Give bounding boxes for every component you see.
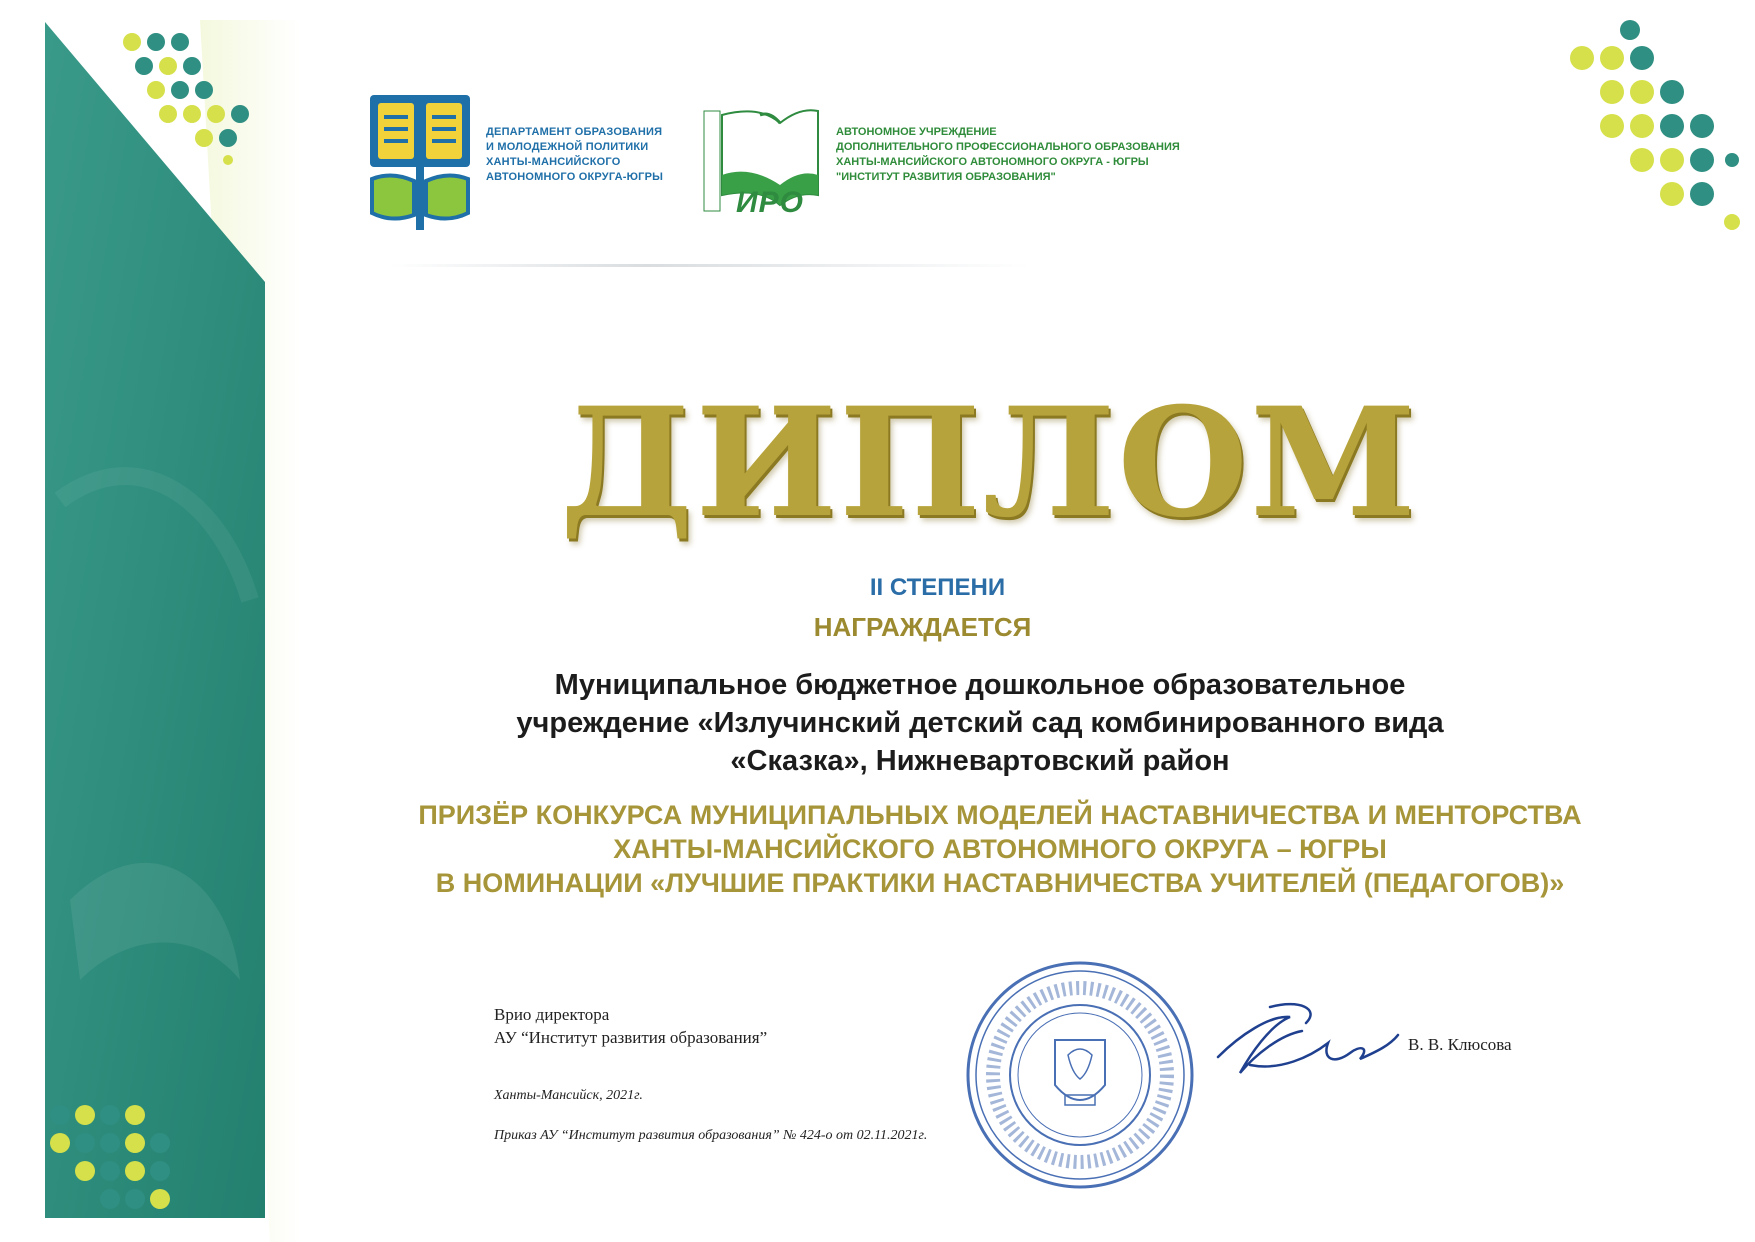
institute-logo-label: ИРО xyxy=(736,186,804,219)
diploma-degree: II СТЕПЕНИ xyxy=(869,574,1006,601)
signer-name: В. В. Клюсова xyxy=(1408,1035,1512,1054)
dot-pattern-top-right xyxy=(1560,20,1740,230)
position-line: Врио директора xyxy=(494,1005,610,1024)
order-reference: Приказ АУ “Институт развития образования” № 424-о от 02.11.2021г. xyxy=(494,1128,928,1143)
prize-description xyxy=(300,798,1700,900)
recipient-line: Муниципальное бюджетное дошкольное образовательное xyxy=(554,669,1406,701)
institute-name xyxy=(836,125,1256,185)
institute-name-line: ХАНТЫ-МАНСИЙСКОГО АВТОНОМНОГО ОКРУГА - ЮГРЫ xyxy=(836,156,1149,168)
department-name-line: И МОЛОДЕЖНОЙ ПОЛИТИКИ xyxy=(486,141,649,153)
institute-name-line: "ИНСТИТУТ РАЗВИТИЯ ОБРАЗОВАНИЯ" xyxy=(836,171,1056,183)
prize-line: ХАНТЫ-МАНСИЙСКОГО АВТОНОМНОГО ОКРУГА – ЮГРЫ xyxy=(613,834,1387,864)
department-logo xyxy=(370,95,470,230)
prize-line: ПРИЗЁР КОНКУРСА МУНИЦИПАЛЬНЫХ МОДЕЛЕЙ НАСТАВНИЧЕСТВА И МЕНТОРСТВА xyxy=(418,800,1582,830)
signatory-position xyxy=(494,1003,767,1049)
position-line: АУ “Институт развития образования” xyxy=(494,1028,768,1047)
city-year: Ханты-Мансийск, 2021г. xyxy=(494,1088,643,1103)
institute-name-line: АВТОНОМНОЕ УЧРЕЖДЕНИЕ xyxy=(836,126,997,138)
prize-line: В НОМИНАЦИИ «ЛУЧШИЕ ПРАКТИКИ НАСТАВНИЧЕСТВА УЧИТЕЛЕЙ (ПЕДАГОГОВ)» xyxy=(435,868,1565,898)
header-divider xyxy=(390,264,1030,267)
awarded-heading: НАГРАЖДАЕТСЯ xyxy=(813,612,1032,642)
recipient-line: учреждение «Излучинский детский сад комбинированного вида xyxy=(516,707,1444,739)
diploma-title: ДИПЛОМ xyxy=(560,375,1419,551)
official-stamp xyxy=(960,955,1200,1195)
recipient-line: «Сказка», Нижневартовский район xyxy=(730,745,1230,777)
dot-pattern-top-left xyxy=(120,30,270,165)
dot-pattern-bottom-left xyxy=(45,1095,195,1225)
department-name-line: ХАНТЫ-МАНСИЙСКОГО xyxy=(486,156,621,168)
institute-name-line: ДОПОЛНИТЕЛЬНОГО ПРОФЕССИОНАЛЬНОГО ОБРАЗОВАНИЯ xyxy=(836,141,1180,153)
signature xyxy=(1210,995,1400,1085)
recipient-name xyxy=(380,666,1580,780)
department-name xyxy=(486,125,686,185)
department-name-line: ДЕПАРТАМЕНТ ОБРАЗОВАНИЯ xyxy=(486,126,663,138)
department-name-line: АВТОНОМНОГО ОКРУГА-ЮГРЫ xyxy=(486,171,664,183)
